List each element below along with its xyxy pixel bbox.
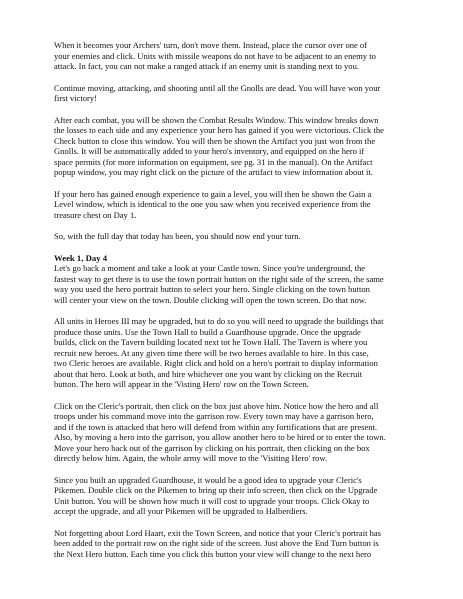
paragraph-first-victory: Continue moving, attacking, and shooting until all the Gnolls are dead. You will have won your first victory! [54, 82, 381, 103]
paragraph-castle-town: Let's go back a moment and take a look at your Castle town. Since you're underground, the fastest way to get there is to use the town portrait button on the right side of the screen, the same way you used the hero portrait button to select your hero. Single clicking on the town button will center your view on the town. Double clicking will open the town screen. Do that now. [54, 263, 384, 305]
paragraph-combat-results: After each combat, you will be shown the Combat Results Window. This window breaks down the losses to each side and any experience your hero has gained if you were victorious. Click the Check button to close this window. You will then be shown the Artifact you just won from the Gnolls. It will be automatically added to your hero's inventory, and equipped on the hero if space permits (for more information on equipment, see pg. 31 in the manual). On the Artifact popup window, you may right click on the picture of the artifact to view information about it. [54, 114, 384, 177]
paragraph-upgrade-pikemen: Since you built an upgraded Guardhouse, it would be a good idea to upgrade your Cleric's Pikemen. Double click on the Pikemen to bring up their info screen, then click on the Upgrade Unit button. You will be shown how much it will cost to upgrade your troops. Click Okay to accept the upgrade, and all your Pikemen will be upgraded to Halberdiers. [54, 474, 378, 516]
paragraph-gain-level: If your hero has gained enough experience to gain a level, you will then be shown the Gain a Level window, which is identical to the one you saw when you received experience from the treasure chest on Day 1. [54, 188, 372, 220]
document-page [54, 40, 419, 570]
paragraph-archers-ranged-attack: When it becomes your Archers' turn, don't move them. Instead, place the cursor over one of your enemies and click. Units with missile weapons do not have to be adjacent to an enemy to attack. In fact, you can not make a ranged attack if an enemy unit is standing next to you. [54, 40, 376, 71]
paragraph-end-turn: So, with the full day that today has been, you should now end your turn. [54, 231, 301, 241]
paragraph-next-hero: Not forgetting about Lord Haart, exit the Town Screen, and notice that your Cleric's portrait has been added to the portrait row on the right side of the screen. Just above the End Turn button is the Next Hero button. Each time you click this button your view will change to the next hero [54, 527, 381, 559]
section-heading: Week 1, Day 4 [54, 252, 108, 263]
paragraph-upgrade-units: All units in Heroes III may be upgraded, but to do so you will need to upgrade the buildings that produce those units. Use the Town Hall to build a Guardhouse upgrade. Once the upgrade builds, click on the Tavern building located next tot he Town Hall. The Tavern is where you recruit new heroes. At any given time there will be two heroes available to hire. In this case, two Cleric heroes are available. Right click and hold on a hero's portrait to display information about that hero. Look at both, and hire whichever one you want by clicking on the Recruit button. The hero will appear in the 'Visting Hero' row on the Town Screen. [54, 316, 384, 389]
paragraph-garrison: Click on the Cleric's portrait, then click on the box just above him. Notice how the hero and all troops under his command move into the garrison row. Every town may have a garrison hero, and if the town is attacked that hero will defend from within any fortifications that are present. Also, by moving a hero into the garrison, you allow another hero to be hired or to enter the town. Move your hero back out of the garrison by clicking on his portrait, then clicking on the box directly below him. Again, the whole army will move to the 'Visiting Hero' row. [54, 400, 386, 463]
